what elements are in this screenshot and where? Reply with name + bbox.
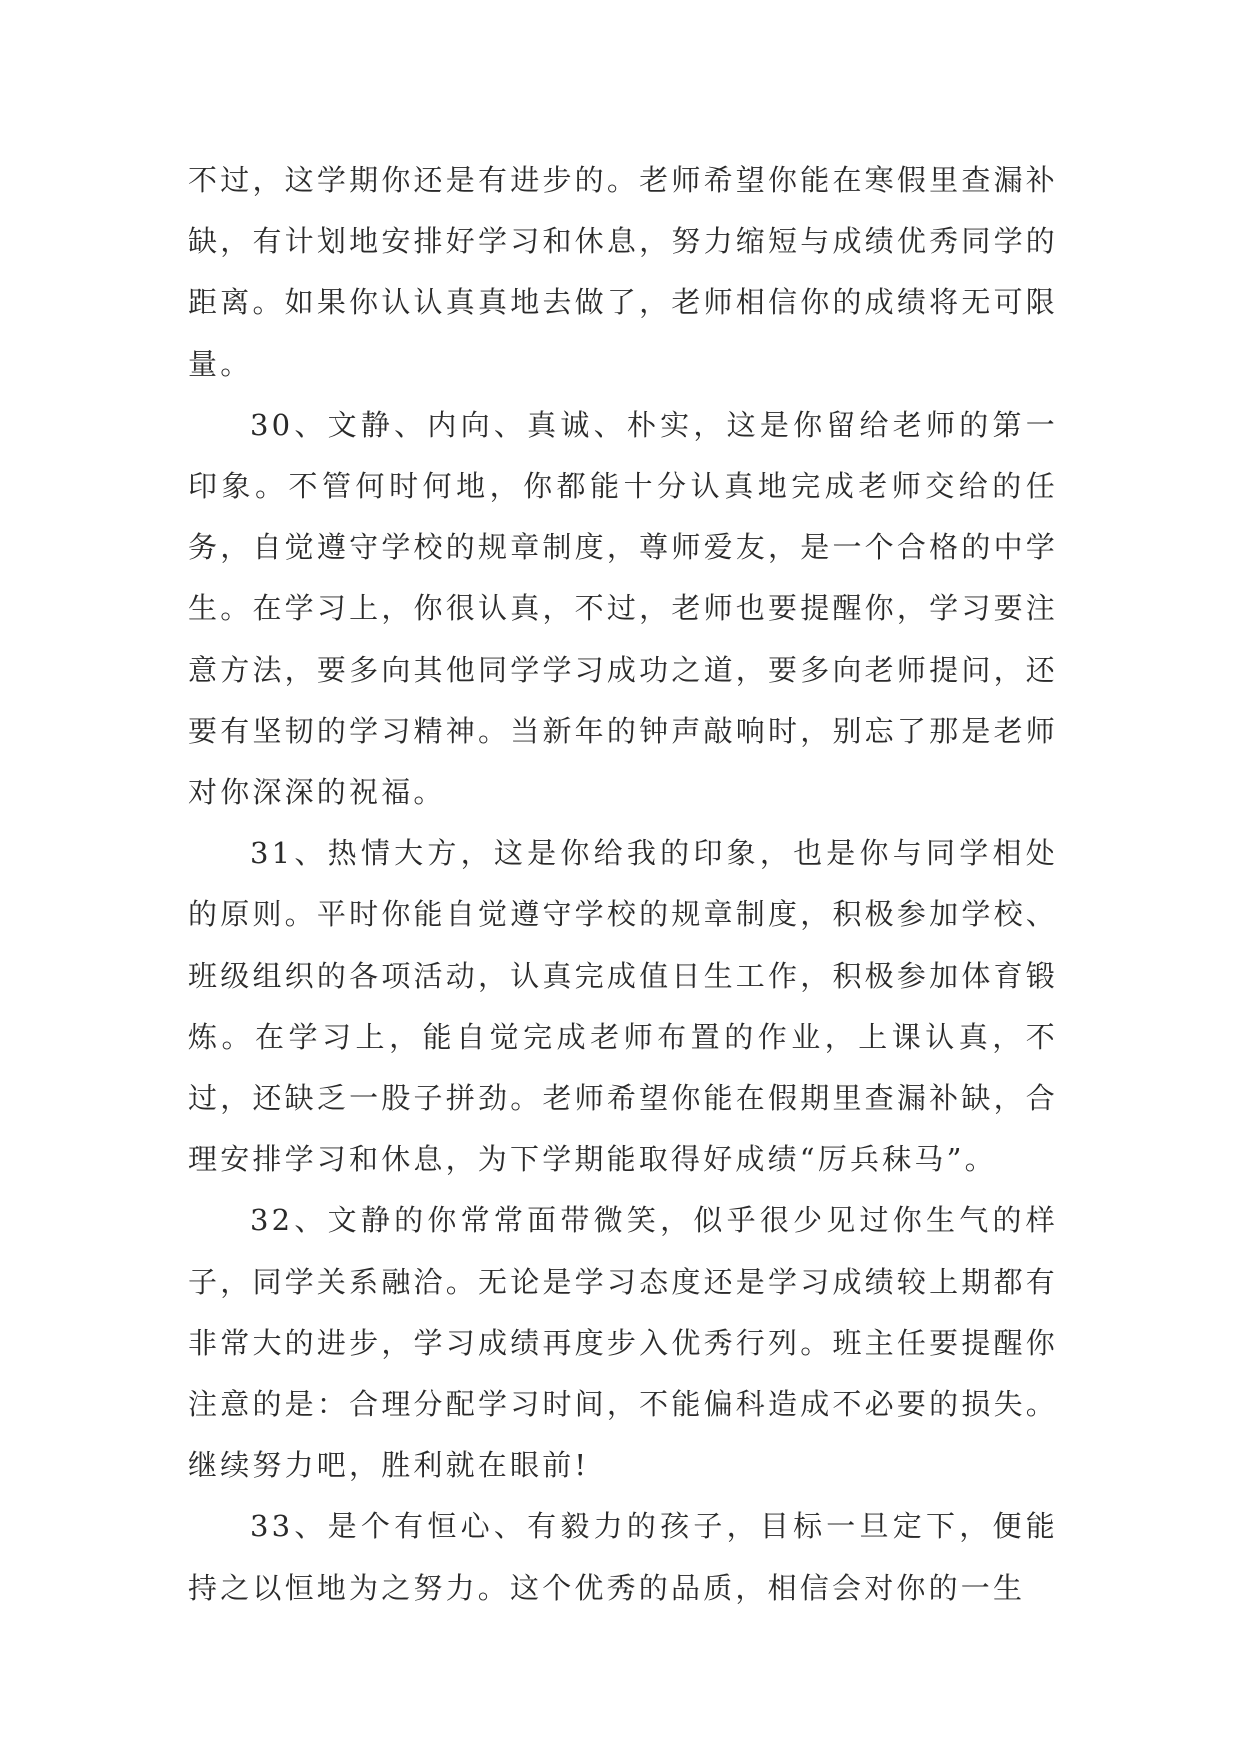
paragraph-comment-33: 33、是个有恒心、有毅力的孩子，目标一旦定下，便能持之以恒地为之努力。这个优秀的品质，相信会对你的一生: [188, 1509, 1058, 1605]
paragraph-comment-30: 30、文静、内向、真诚、朴实，这是你留给老师的第一印象。不管何时何地，你都能十分认真地完成老师交给的任务，自觉遵守学校的规章制度，尊师爱友，是一个合格的中学生。在学习上，你很认真，不过，老师也要提醒你，学习要注意方法，要多向其他同学学习成功之道，要多向老师提问，还要有坚韧的学习精神。当新年的钟声敲响时，别忘了那是老师对你深深的祝福。: [188, 407, 1058, 810]
document-body: [188, 150, 1058, 1619]
paragraph-continuation: 不过，这学期你还是有进步的。老师希望你能在寒假里查漏补缺，有计划地安排好学习和休息，努力缩短与成绩优秀同学的距离。如果你认认真真地去做了，老师相信你的成绩将无可限量。: [188, 163, 1058, 381]
paragraph-comment-32: 32、文静的你常常面带微笑，似乎很少见过你生气的样子，同学关系融洽。无论是学习态度还是学习成绩较上期都有非常大的进步，学习成绩再度步入优秀行列。班主任要提醒你注意的是：合理分配学习时间，不能偏科造成不必要的损失。继续努力吧，胜利就在眼前!: [188, 1203, 1058, 1483]
paragraph-comment-31: 31、热情大方，这是你给我的印象，也是你与同学相处的原则。平时你能自觉遵守学校的规章制度，积极参加学校、班级组织的各项活动，认真完成值日生工作，积极参加体育锻炼。在学习上，能自觉完成老师布置的作业，上课认真，不过，还缺乏一股子拼劲。老师希望你能在假期里查漏补缺，合理安排学习和休息，为下学期能取得好成绩“厉兵秣马”。: [188, 836, 1058, 1177]
